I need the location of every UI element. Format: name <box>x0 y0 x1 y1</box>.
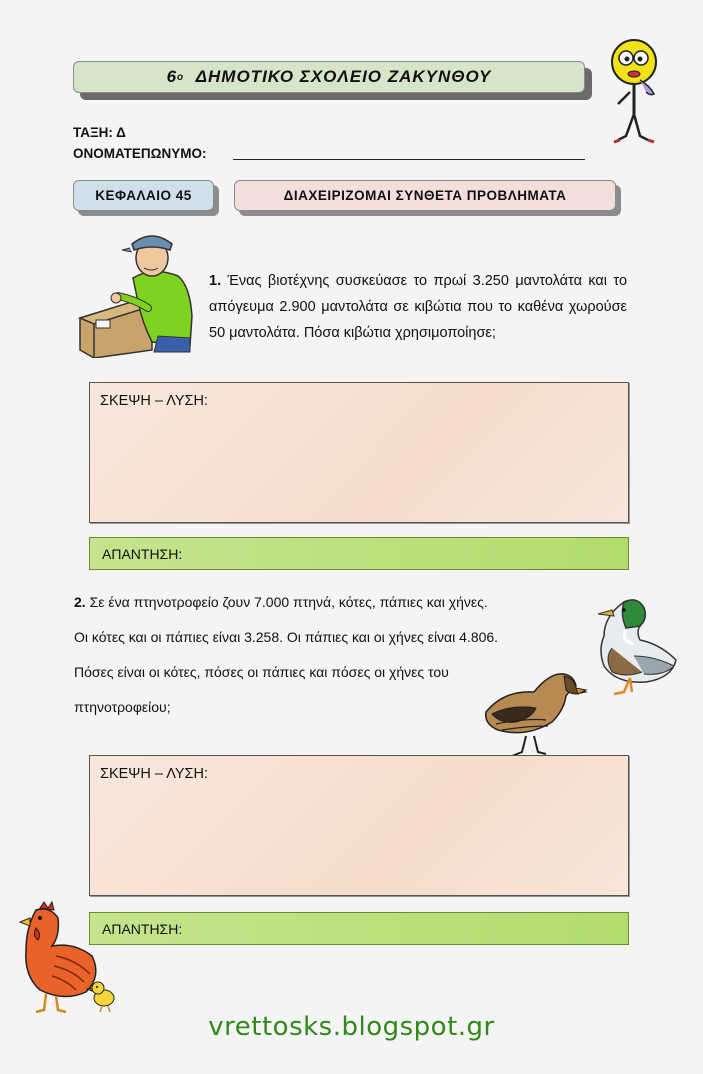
smiley-mascot-illustration <box>604 36 666 148</box>
problem-2-line-3: Πόσες είναι οι κότες, πόσες οι πάπιες και πόσες οι χήνες του <box>74 664 449 680</box>
problem-1 <box>209 268 627 346</box>
problem-2-line-2: Οι κότες και οι πάπιες είναι 3.258. Οι πάπιες και οι χήνες είναι 4.806. <box>74 629 499 645</box>
problem-2-text-1: Σε ένα πτηνοτροφείο ζουν 7.000 πτηνά, κότες, πάπιες και χήνες. <box>89 594 488 610</box>
answer-area-2[interactable] <box>89 912 629 945</box>
school-title-box <box>73 61 585 93</box>
problem-1-number: 1. <box>209 273 222 289</box>
problem-1-text: Ένας βιοτέχνης συσκεύασε το πρωί 3.250 μαντολάτα και το απόγευμα 2.900 μαντολάτα σε κιβώτια που το καθένα χωρούσε 50 μαντολάτα. Πόσα κιβώτια χρησιμοποίησε; <box>209 273 628 341</box>
answer-area-1[interactable] <box>89 537 629 570</box>
problem-2-number: 2. <box>74 594 86 610</box>
title-ordinal: ο <box>177 71 185 83</box>
problem-2-line-4: πτηνοτροφείου; <box>74 699 171 715</box>
answer-label-2: ΑΠΑΝΤΗΣΗ: <box>102 920 183 937</box>
class-label: ΤΑΞΗ: Δ <box>73 125 126 140</box>
name-input-line[interactable] <box>233 147 585 160</box>
chapter-label: ΚΕΦΑΛΑΙΟ 45 <box>95 188 192 203</box>
worker-packing-box-illustration <box>78 228 198 358</box>
hen-and-chick-illustration <box>16 900 120 1016</box>
female-duck-illustration <box>482 668 588 758</box>
thinking-solution-area-2[interactable] <box>89 755 629 896</box>
thinking-solution-area-1[interactable] <box>89 382 629 523</box>
chapter-topic: ΔΙΑΧΕΙΡΙΖΟΜΑΙ ΣΥΝΘΕΤΑ ΠΡΟΒΛΗΜΑΤΑ <box>283 188 567 203</box>
title-number: 6 <box>166 67 178 86</box>
problem-2-line-1 <box>74 585 604 620</box>
answer-label-1: ΑΠΑΝΤΗΣΗ: <box>102 545 183 562</box>
duck-illustration <box>594 596 682 696</box>
topic-box <box>234 180 616 211</box>
thinking-label-2: ΣΚΕΨΗ – ΛΥΣΗ: <box>100 766 208 782</box>
thinking-label-1: ΣΚΕΨΗ – ΛΥΣΗ: <box>100 393 208 409</box>
name-label: ΟΝΟΜΑΤΕΠΩΝΥΜΟ: <box>73 146 207 161</box>
school-title: ΔΗΜΟΤΙΚΟ ΣΧΟΛΕΙΟ ΖΑΚΥΝΘΟΥ <box>195 67 492 86</box>
blog-footer: vrettosks.blogspot.gr <box>208 1012 495 1042</box>
chapter-label-box <box>73 180 214 211</box>
